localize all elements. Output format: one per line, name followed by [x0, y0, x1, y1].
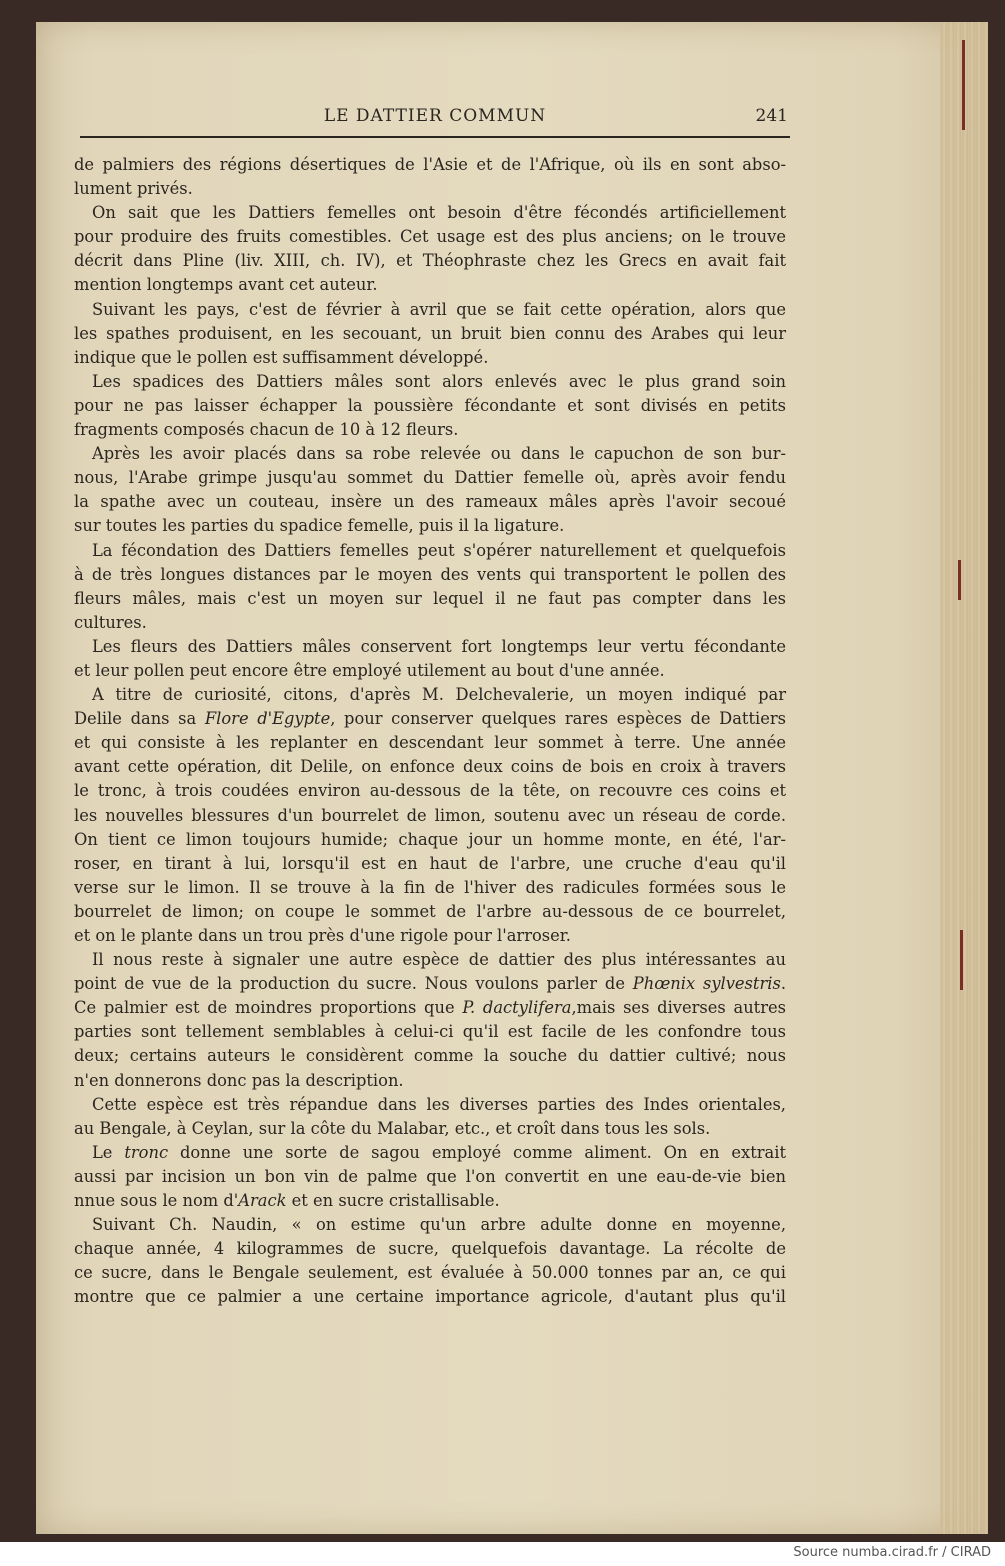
text-segment: , pour conserver quelques rares espèces de Dattiers: [330, 709, 786, 729]
text-line: chaque année, 4 kilogrammes de sucre, quelquefois davantage. La récolte de: [74, 1239, 786, 1259]
text-line: [74, 1189, 786, 1213]
text-line: A titre de curiosité, citons, d'après M. Delchevalerie, un moyen indiqué par: [92, 685, 786, 705]
text-line: deux; certains auteurs le considèrent comme la souche du dattier cultivé; nous: [74, 1046, 786, 1066]
text-line: le tronc, à trois coudées environ au-dessous de la tête, on recouvre ces coins et: [74, 781, 786, 801]
page-header: [80, 104, 790, 138]
text-line: décrit dans Pline (liv. XIII, ch. IV), et Théophraste chez les Grecs en avait fait: [74, 251, 786, 271]
text-segment: Le: [92, 1142, 125, 1162]
page-edge-mark: [958, 560, 961, 600]
text-line: cultures.: [74, 612, 147, 632]
text-segment: .: [780, 974, 786, 994]
italic-segment: tronc: [124, 1142, 169, 1162]
text-line: lument privés.: [74, 179, 193, 199]
text-line: n'en donnerons donc pas la description.: [74, 1070, 404, 1090]
italic-segment: Phœnix sylvestris: [632, 974, 781, 994]
text-line: fragments composés chacun de 10 à 12 fleurs.: [74, 420, 459, 440]
text-line: de palmiers des régions désertiques de l'Asie et de l'Afrique, où ils en sont abso-: [74, 155, 786, 174]
italic-segment: Flore d'Egypte: [204, 709, 331, 729]
text-line: [74, 1141, 786, 1165]
text-segment: point de vue de la production du sucre. Nous voulons parler de: [74, 974, 633, 994]
body-text: [74, 153, 786, 1310]
text-line: nous, l'Arabe grimpe jusqu'au sommet du Dattier femelle où, après avoir fendu: [74, 468, 786, 488]
text-line: Après les avoir placés dans sa robe relevée ou dans le capuchon de son bur-: [92, 444, 786, 464]
text-segment: Delile dans sa: [74, 709, 205, 729]
text-line: verse sur le limon. Il se trouve à la fin de l'hiver des radicules formées sous le: [74, 877, 786, 897]
text-line: Cette espèce est très répandue dans les diverses parties des Indes orientales,: [92, 1094, 786, 1114]
text-line: indique que le pollen est suffisamment développé.: [74, 347, 489, 367]
italic-segment: Arack: [238, 1191, 287, 1211]
text-line: Il nous reste à signaler une autre espèce de dattier des plus intéressantes au: [92, 950, 786, 970]
text-line: On sait que les Dattiers femelles ont besoin d'être fécondés artificiellement: [92, 203, 786, 223]
text-line: montre que ce palmier a une certaine importance agricole, d'autant plus qu'il: [74, 1287, 786, 1307]
text-line: Suivant Ch. Naudin, « on estime qu'un arbre adulte donne en moyenne,: [92, 1215, 786, 1235]
text-line: [74, 707, 786, 731]
text-segment: donne une sorte de sagou employé comme aliment. On en extrait: [168, 1142, 786, 1162]
text-line: sur toutes les parties du spadice femelle, puis il la ligature.: [74, 516, 565, 536]
text-line: mention longtemps avant cet auteur.: [74, 275, 378, 295]
text-line: à de très longues distances par le moyen des vents qui transportent le pollen des: [74, 564, 786, 584]
text-line: ce sucre, dans le Bengale seulement, est évaluée à 50.000 tonnes par an, ce qui: [74, 1263, 786, 1283]
text-line: la spathe avec un couteau, insère un des rameaux mâles après l'avoir secoué: [74, 492, 786, 512]
text-line: pour ne pas laisser échapper la poussière fécondante et sont divisés en petits: [74, 395, 786, 415]
text-line: les nouvelles blessures d'un bourrelet de limon, soutenu avec un réseau de corde.: [74, 805, 786, 825]
page-edge: [940, 22, 988, 1534]
page-number: 241: [755, 106, 788, 126]
text-segment: nnue sous le nom d': [74, 1191, 239, 1211]
italic-segment: P. dactylifera: [462, 998, 572, 1018]
text-line: roser, en tirant à lui, lorsqu'il est en haut de l'arbre, une cruche d'eau qu'il: [74, 853, 786, 873]
text-segment: et en sucre cristallisable.: [286, 1191, 500, 1211]
text-line: et qui consiste à les replanter en descendant leur sommet à terre. Une année: [74, 733, 786, 753]
text-line: pour produire des fruits comestibles. Cet usage est des plus anciens; on le trouve: [74, 227, 786, 247]
text-segment: ,mais ses diverses autres: [571, 998, 786, 1018]
text-line: fleurs mâles, mais c'est un moyen sur lequel il ne faut pas compter dans les: [74, 588, 786, 608]
text-line: Les fleurs des Dattiers mâles conservent fort longtemps leur vertu fécondante: [92, 636, 786, 656]
text-line: parties sont tellement semblables à celui-ci qu'il est facile de les confondre tous: [74, 1022, 786, 1042]
text-line: et on le plante dans un trou près d'une rigole pour l'arroser.: [74, 926, 571, 945]
text-line: au Bengale, à Ceylan, sur la côte du Malabar, etc., et croît dans tous les sols.: [74, 1118, 711, 1138]
text-segment: Ce palmier est de moindres proportions que: [74, 998, 463, 1018]
running-title: LE DATTIER COMMUN: [323, 106, 547, 126]
text-line: les spathes produisent, en les secouant, un bruit bien connu des Arabes qui leur: [74, 323, 786, 343]
text-line: La fécondation des Dattiers femelles peut s'opérer naturellement et quelquefois: [92, 540, 786, 560]
text-line: avant cette opération, dit Delile, on enfonce deux coins de bois en croix à travers: [74, 757, 786, 777]
text-line: [74, 996, 786, 1020]
text-line: bourrelet de limon; on coupe le sommet de l'arbre au-dessous de ce bourrelet,: [74, 901, 786, 921]
source-credit: Source numba.cirad.fr / CIRAD: [793, 1545, 991, 1560]
text-line: [74, 972, 786, 996]
page-edge-mark: [960, 930, 963, 990]
text-line: aussi par incision un bon vin de palme que l'on convertit en une eau-de-vie bien: [74, 1166, 786, 1186]
text-line: Suivant les pays, c'est de février à avril que se fait cette opération, alors que: [92, 299, 786, 319]
text-line: Les spadices des Dattiers mâles sont alors enlevés avec le plus grand soin: [92, 371, 786, 391]
page-edge-mark: [962, 40, 965, 130]
text-line: On tient ce limon toujours humide; chaque jour un homme monte, en été, l'ar-: [74, 829, 786, 849]
text-line: et leur pollen peut encore être employé utilement au bout d'une année.: [74, 660, 665, 680]
